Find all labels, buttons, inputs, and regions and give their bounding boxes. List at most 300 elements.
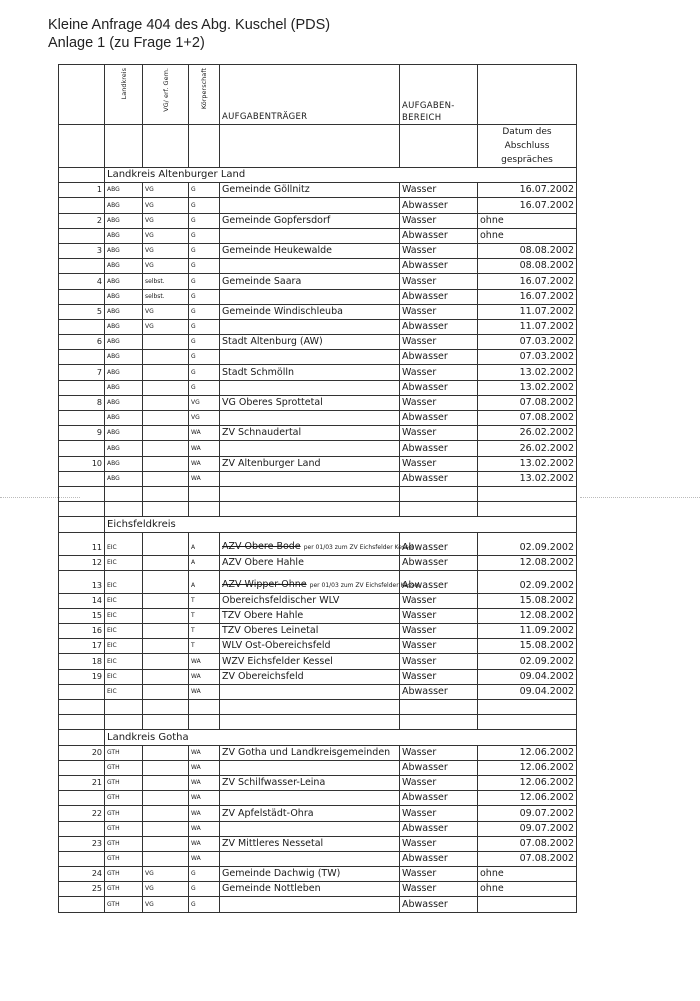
vg-cell xyxy=(143,555,189,570)
spacer-row xyxy=(59,502,577,517)
traeger-name: AZV Obere Bode xyxy=(222,540,301,552)
table-row xyxy=(59,198,577,213)
datum-cell: ohne xyxy=(478,882,577,897)
bereich-cell: Abwasser xyxy=(400,570,478,593)
datum-cell: 09.04.2002 xyxy=(478,684,577,699)
landkreis-cell: GTH xyxy=(105,867,143,882)
koerperschaft-cell: T xyxy=(189,608,220,623)
vg-cell xyxy=(143,570,189,593)
vg-cell xyxy=(143,639,189,654)
koerperschaft-cell: WA xyxy=(189,471,220,486)
table-row xyxy=(59,836,577,851)
bereich-cell: Wasser xyxy=(400,867,478,882)
landkreis-cell: EIC xyxy=(105,608,143,623)
header-cell-landkreis: Landkreis xyxy=(105,65,143,125)
row-number xyxy=(59,289,105,304)
traeger-cell xyxy=(220,471,400,486)
row-number xyxy=(59,350,105,365)
landkreis-cell: ABG xyxy=(105,259,143,274)
table-row xyxy=(59,365,577,380)
bereich-cell: Abwasser xyxy=(400,791,478,806)
row-number xyxy=(59,380,105,395)
landkreis-cell: EIC xyxy=(105,570,143,593)
bereich-cell: Abwasser xyxy=(400,319,478,334)
datum-cell: 15.08.2002 xyxy=(478,593,577,608)
landkreis-cell: EIC xyxy=(105,684,143,699)
table-row xyxy=(59,350,577,365)
row-number: 20 xyxy=(59,745,105,760)
table-row xyxy=(59,335,577,350)
section-title: Landkreis Altenburger Land xyxy=(105,168,577,183)
koerperschaft-cell: WA xyxy=(189,426,220,441)
koerperschaft-cell: WA xyxy=(189,821,220,836)
koerperschaft-cell: WA xyxy=(189,791,220,806)
koerperschaft-cell: WA xyxy=(189,684,220,699)
koerperschaft-cell: G xyxy=(189,350,220,365)
vg-cell: VG xyxy=(143,304,189,319)
landkreis-cell: ABG xyxy=(105,471,143,486)
vg-cell: VG xyxy=(143,198,189,213)
datum-cell: 26.02.2002 xyxy=(478,426,577,441)
bereich-cell: Wasser xyxy=(400,608,478,623)
koerperschaft-cell: G xyxy=(189,228,220,243)
table-row xyxy=(59,775,577,790)
landkreis-cell: EIC xyxy=(105,639,143,654)
vg-cell xyxy=(143,456,189,471)
vg-cell: VG xyxy=(143,867,189,882)
landkreis-cell: ABG xyxy=(105,228,143,243)
bereich-cell: Abwasser xyxy=(400,555,478,570)
row-number: 19 xyxy=(59,669,105,684)
vg-cell xyxy=(143,654,189,669)
koerperschaft-cell: A xyxy=(189,555,220,570)
table-row xyxy=(59,806,577,821)
row-number xyxy=(59,760,105,775)
row-number xyxy=(59,228,105,243)
traeger-cell: ZV Schilfwasser-Leina xyxy=(220,775,400,790)
landkreis-cell: GTH xyxy=(105,882,143,897)
row-number: 10 xyxy=(59,456,105,471)
bereich-cell: Abwasser xyxy=(400,851,478,866)
traeger-cell: VG Oberes Sprottetal xyxy=(220,395,400,410)
koerperschaft-cell: G xyxy=(189,365,220,380)
bereich-cell: Abwasser xyxy=(400,532,478,555)
koerperschaft-cell: WA xyxy=(189,456,220,471)
table-header-row-2 xyxy=(59,125,577,168)
traeger-cell xyxy=(220,319,400,334)
bereich-cell: Wasser xyxy=(400,183,478,198)
table-row xyxy=(59,684,577,699)
vg-cell: VG xyxy=(143,882,189,897)
vg-cell xyxy=(143,851,189,866)
traeger-cell: WLV Ost-Obereichsfeld xyxy=(220,639,400,654)
traeger-cell: Gemeinde Dachwig (TW) xyxy=(220,867,400,882)
bereich-cell: Abwasser xyxy=(400,289,478,304)
vg-cell: VG xyxy=(143,259,189,274)
row-number: 25 xyxy=(59,882,105,897)
spacer-row xyxy=(59,486,577,501)
traeger-cell: Obereichsfeldischer WLV xyxy=(220,593,400,608)
datum-cell: 13.02.2002 xyxy=(478,456,577,471)
traeger-cell: WZV Eichsfelder Kessel xyxy=(220,654,400,669)
datum-cell: 07.03.2002 xyxy=(478,350,577,365)
traeger-cell: ZV Obereichsfeld xyxy=(220,669,400,684)
landkreis-cell: GTH xyxy=(105,775,143,790)
bereich-cell: Abwasser xyxy=(400,228,478,243)
vg-cell xyxy=(143,791,189,806)
traeger-cell: Gemeinde Saara xyxy=(220,274,400,289)
vg-cell: VG xyxy=(143,213,189,228)
landkreis-cell: ABG xyxy=(105,319,143,334)
vg-cell: VG xyxy=(143,897,189,912)
landkreis-cell: ABG xyxy=(105,243,143,258)
table-row xyxy=(59,395,577,410)
datum-cell: 16.07.2002 xyxy=(478,183,577,198)
landkreis-cell: ABG xyxy=(105,198,143,213)
traeger-cell xyxy=(220,380,400,395)
bereich-cell: Wasser xyxy=(400,624,478,639)
section-header-row xyxy=(59,168,577,183)
koerperschaft-cell: WA xyxy=(189,760,220,775)
datum-cell: 16.07.2002 xyxy=(478,289,577,304)
row-number: 7 xyxy=(59,365,105,380)
row-number: 12 xyxy=(59,555,105,570)
vg-cell xyxy=(143,380,189,395)
row-number: 4 xyxy=(59,274,105,289)
vg-cell xyxy=(143,669,189,684)
bereich-cell: Wasser xyxy=(400,745,478,760)
header-cell-vg: VG/ erf. Gem. xyxy=(143,65,189,125)
landkreis-cell: GTH xyxy=(105,897,143,912)
vg-cell xyxy=(143,684,189,699)
table-row xyxy=(59,259,577,274)
landkreis-cell: ABG xyxy=(105,274,143,289)
traeger-cell xyxy=(220,441,400,456)
datum-cell: 08.08.2002 xyxy=(478,243,577,258)
bereich-cell: Abwasser xyxy=(400,350,478,365)
document-title: Kleine Anfrage 404 des Abg. Kuschel (PDS) xyxy=(48,17,331,33)
vg-cell: VG xyxy=(143,243,189,258)
bereich-cell: Wasser xyxy=(400,836,478,851)
landkreis-cell: ABG xyxy=(105,350,143,365)
koerperschaft-cell: WA xyxy=(189,806,220,821)
section-header-row xyxy=(59,517,577,532)
row-number: 3 xyxy=(59,243,105,258)
traeger-cell: Gemeinde Heukewalde xyxy=(220,243,400,258)
datum-cell: 12.08.2002 xyxy=(478,608,577,623)
row-number: 23 xyxy=(59,836,105,851)
table-row xyxy=(59,669,577,684)
vg-cell xyxy=(143,365,189,380)
traeger-cell xyxy=(220,289,400,304)
datum-cell: 12.06.2002 xyxy=(478,760,577,775)
table-row xyxy=(59,639,577,654)
header-cell-number xyxy=(59,65,105,125)
traeger-cell xyxy=(220,228,400,243)
traeger-cell xyxy=(220,259,400,274)
table-row xyxy=(59,441,577,456)
row-number xyxy=(59,198,105,213)
row-number xyxy=(59,851,105,866)
table-row xyxy=(59,380,577,395)
bereich-cell: Wasser xyxy=(400,395,478,410)
traeger-cell xyxy=(220,570,420,593)
datum-cell: 02.09.2002 xyxy=(478,570,577,593)
vg-cell xyxy=(143,760,189,775)
scan-noise xyxy=(580,497,700,499)
row-number xyxy=(59,684,105,699)
landkreis-cell: ABG xyxy=(105,183,143,198)
vg-cell xyxy=(143,335,189,350)
vg-cell xyxy=(143,350,189,365)
landkreis-cell: ABG xyxy=(105,441,143,456)
datum-cell: 13.02.2002 xyxy=(478,365,577,380)
traeger-cell: Stadt Schmölln xyxy=(220,365,400,380)
bereich-cell: Abwasser xyxy=(400,411,478,426)
koerperschaft-cell: VG xyxy=(189,411,220,426)
landkreis-cell: ABG xyxy=(105,426,143,441)
datum-cell: ohne xyxy=(478,867,577,882)
table-row xyxy=(59,867,577,882)
landkreis-cell: ABG xyxy=(105,395,143,410)
table-row xyxy=(59,456,577,471)
table-row xyxy=(59,624,577,639)
header-cell-traeger: AUFGABENTRÄGER xyxy=(220,65,400,125)
landkreis-cell: ABG xyxy=(105,411,143,426)
traeger-cell xyxy=(220,532,414,555)
table-row xyxy=(59,426,577,441)
traeger-cell: AZV Obere Hahle xyxy=(220,555,400,570)
traeger-cell: Stadt Altenburg (AW) xyxy=(220,335,400,350)
table-header-row xyxy=(59,65,577,125)
landkreis-cell: GTH xyxy=(105,821,143,836)
table-row xyxy=(59,745,577,760)
vg-cell xyxy=(143,532,189,555)
datum-cell: 11.09.2002 xyxy=(478,624,577,639)
landkreis-cell: EIC xyxy=(105,669,143,684)
landkreis-cell: GTH xyxy=(105,760,143,775)
vg-cell xyxy=(143,608,189,623)
vg-cell xyxy=(143,411,189,426)
traeger-cell xyxy=(220,350,400,365)
datum-cell: 12.08.2002 xyxy=(478,555,577,570)
bereich-cell: Abwasser xyxy=(400,684,478,699)
traeger-cell: ZV Gotha und Landkreisgemeinden xyxy=(220,745,400,760)
datum-cell: 09.07.2002 xyxy=(478,821,577,836)
landkreis-cell: EIC xyxy=(105,532,143,555)
row-number: 6 xyxy=(59,335,105,350)
row-number xyxy=(59,411,105,426)
landkreis-cell: GTH xyxy=(105,791,143,806)
datum-cell: ohne xyxy=(478,213,577,228)
landkreis-cell: EIC xyxy=(105,654,143,669)
datum-cell: 07.08.2002 xyxy=(478,836,577,851)
row-number: 24 xyxy=(59,867,105,882)
row-number: 11 xyxy=(59,532,105,555)
datum-cell: 16.07.2002 xyxy=(478,198,577,213)
bereich-cell: Wasser xyxy=(400,365,478,380)
bereich-cell: Wasser xyxy=(400,456,478,471)
row-number xyxy=(59,471,105,486)
row-number: 1 xyxy=(59,183,105,198)
table-row xyxy=(59,555,577,570)
vg-cell xyxy=(143,821,189,836)
section-title: Landkreis Gotha xyxy=(105,730,577,745)
table-row xyxy=(59,654,577,669)
koerperschaft-cell: G xyxy=(189,243,220,258)
table-row xyxy=(59,570,577,593)
datum-cell: 07.08.2002 xyxy=(478,851,577,866)
koerperschaft-cell: WA xyxy=(189,775,220,790)
koerperschaft-cell: WA xyxy=(189,851,220,866)
bereich-cell: Abwasser xyxy=(400,259,478,274)
bereich-cell: Abwasser xyxy=(400,897,478,912)
bereich-cell: Wasser xyxy=(400,669,478,684)
bereich-cell: Abwasser xyxy=(400,471,478,486)
traeger-cell xyxy=(220,411,400,426)
koerperschaft-cell: VG xyxy=(189,395,220,410)
traeger-cell: TZV Oberes Leinetal xyxy=(220,624,400,639)
section-header-row xyxy=(59,730,577,745)
row-number xyxy=(59,821,105,836)
koerperschaft-cell: T xyxy=(189,639,220,654)
traeger-cell xyxy=(220,851,400,866)
koerperschaft-cell: G xyxy=(189,304,220,319)
table-row xyxy=(59,897,577,912)
table-row xyxy=(59,593,577,608)
row-number: 8 xyxy=(59,395,105,410)
datum-cell: 12.06.2002 xyxy=(478,775,577,790)
row-number: 17 xyxy=(59,639,105,654)
bereich-cell: Wasser xyxy=(400,654,478,669)
datum-cell: 11.07.2002 xyxy=(478,319,577,334)
koerperschaft-cell: G xyxy=(189,335,220,350)
bereich-cell: Wasser xyxy=(400,243,478,258)
datum-cell: 26.02.2002 xyxy=(478,441,577,456)
datum-cell: 15.08.2002 xyxy=(478,639,577,654)
datum-cell: 07.08.2002 xyxy=(478,395,577,410)
vg-cell: selbst. xyxy=(143,289,189,304)
row-number: 15 xyxy=(59,608,105,623)
traeger-cell: Gemeinde Göllnitz xyxy=(220,183,400,198)
section-title: Eichsfeldkreis xyxy=(105,517,577,532)
landkreis-cell: ABG xyxy=(105,335,143,350)
vg-cell: VG xyxy=(143,319,189,334)
landkreis-cell: ABG xyxy=(105,213,143,228)
bereich-cell: Wasser xyxy=(400,882,478,897)
datum-cell: 09.04.2002 xyxy=(478,669,577,684)
datum-cell: 09.07.2002 xyxy=(478,806,577,821)
table-row xyxy=(59,274,577,289)
row-number xyxy=(59,441,105,456)
vg-cell xyxy=(143,441,189,456)
table-row xyxy=(59,608,577,623)
datum-cell: 07.08.2002 xyxy=(478,411,577,426)
traeger-cell: ZV Altenburger Land xyxy=(220,456,400,471)
table-row xyxy=(59,760,577,775)
datum-cell: 16.07.2002 xyxy=(478,274,577,289)
traeger-cell: TZV Obere Hahle xyxy=(220,608,400,623)
bereich-cell: Abwasser xyxy=(400,380,478,395)
traeger-cell: ZV Schnaudertal xyxy=(220,426,400,441)
landkreis-cell: EIC xyxy=(105,624,143,639)
table-row xyxy=(59,213,577,228)
datum-cell: 11.07.2002 xyxy=(478,304,577,319)
bereich-cell: Abwasser xyxy=(400,441,478,456)
traeger-note: per 01/03 zum ZV Eichsfelder Kessel xyxy=(303,543,414,551)
vg-cell: selbst. xyxy=(143,274,189,289)
table-row xyxy=(59,791,577,806)
bereich-cell: Abwasser xyxy=(400,198,478,213)
landkreis-cell: ABG xyxy=(105,380,143,395)
row-number xyxy=(59,791,105,806)
row-number: 18 xyxy=(59,654,105,669)
vg-cell xyxy=(143,745,189,760)
traeger-cell: ZV Mittleres Nessetal xyxy=(220,836,400,851)
koerperschaft-cell: G xyxy=(189,274,220,289)
bereich-cell: Wasser xyxy=(400,639,478,654)
vg-cell xyxy=(143,806,189,821)
koerperschaft-cell: WA xyxy=(189,441,220,456)
document-subtitle: Anlage 1 (zu Frage 1+2) xyxy=(48,35,205,51)
landkreis-cell: GTH xyxy=(105,836,143,851)
table-row xyxy=(59,471,577,486)
landkreis-cell: GTH xyxy=(105,851,143,866)
landkreis-cell: GTH xyxy=(105,806,143,821)
vg-cell xyxy=(143,471,189,486)
traeger-note: per 01/03 zum ZV Eichsfelder Kessel xyxy=(309,581,420,589)
header-cell-bereich: AUFGABEN-BEREICH xyxy=(400,65,478,125)
row-number: 21 xyxy=(59,775,105,790)
datum-cell: 12.06.2002 xyxy=(478,791,577,806)
datum-cell: ohne xyxy=(478,228,577,243)
row-number xyxy=(59,259,105,274)
koerperschaft-cell: T xyxy=(189,593,220,608)
spacer-row xyxy=(59,715,577,730)
bereich-cell: Abwasser xyxy=(400,760,478,775)
datum-cell: 13.02.2002 xyxy=(478,380,577,395)
traeger-cell: Gemeinde Gopfersdorf xyxy=(220,213,400,228)
bereich-cell: Wasser xyxy=(400,274,478,289)
header-cell-empty xyxy=(478,65,577,125)
vg-cell xyxy=(143,395,189,410)
datum-cell: 02.09.2002 xyxy=(478,654,577,669)
row-number: 2 xyxy=(59,213,105,228)
vg-cell xyxy=(143,624,189,639)
datum-cell: 12.06.2002 xyxy=(478,745,577,760)
datum-cell xyxy=(478,897,577,912)
table-row xyxy=(59,411,577,426)
table-row xyxy=(59,319,577,334)
table-row xyxy=(59,821,577,836)
bereich-cell: Wasser xyxy=(400,775,478,790)
landkreis-cell: EIC xyxy=(105,555,143,570)
landkreis-cell: ABG xyxy=(105,365,143,380)
row-number: 22 xyxy=(59,806,105,821)
row-number xyxy=(59,897,105,912)
bereich-cell: Abwasser xyxy=(400,821,478,836)
koerperschaft-cell: G xyxy=(189,319,220,334)
koerperschaft-cell: G xyxy=(189,183,220,198)
landkreis-cell: ABG xyxy=(105,289,143,304)
landkreis-cell: ABG xyxy=(105,456,143,471)
table-row xyxy=(59,304,577,319)
landkreis-cell: ABG xyxy=(105,304,143,319)
traeger-cell xyxy=(220,760,400,775)
koerperschaft-cell: G xyxy=(189,897,220,912)
row-number: 14 xyxy=(59,593,105,608)
vg-cell xyxy=(143,836,189,851)
